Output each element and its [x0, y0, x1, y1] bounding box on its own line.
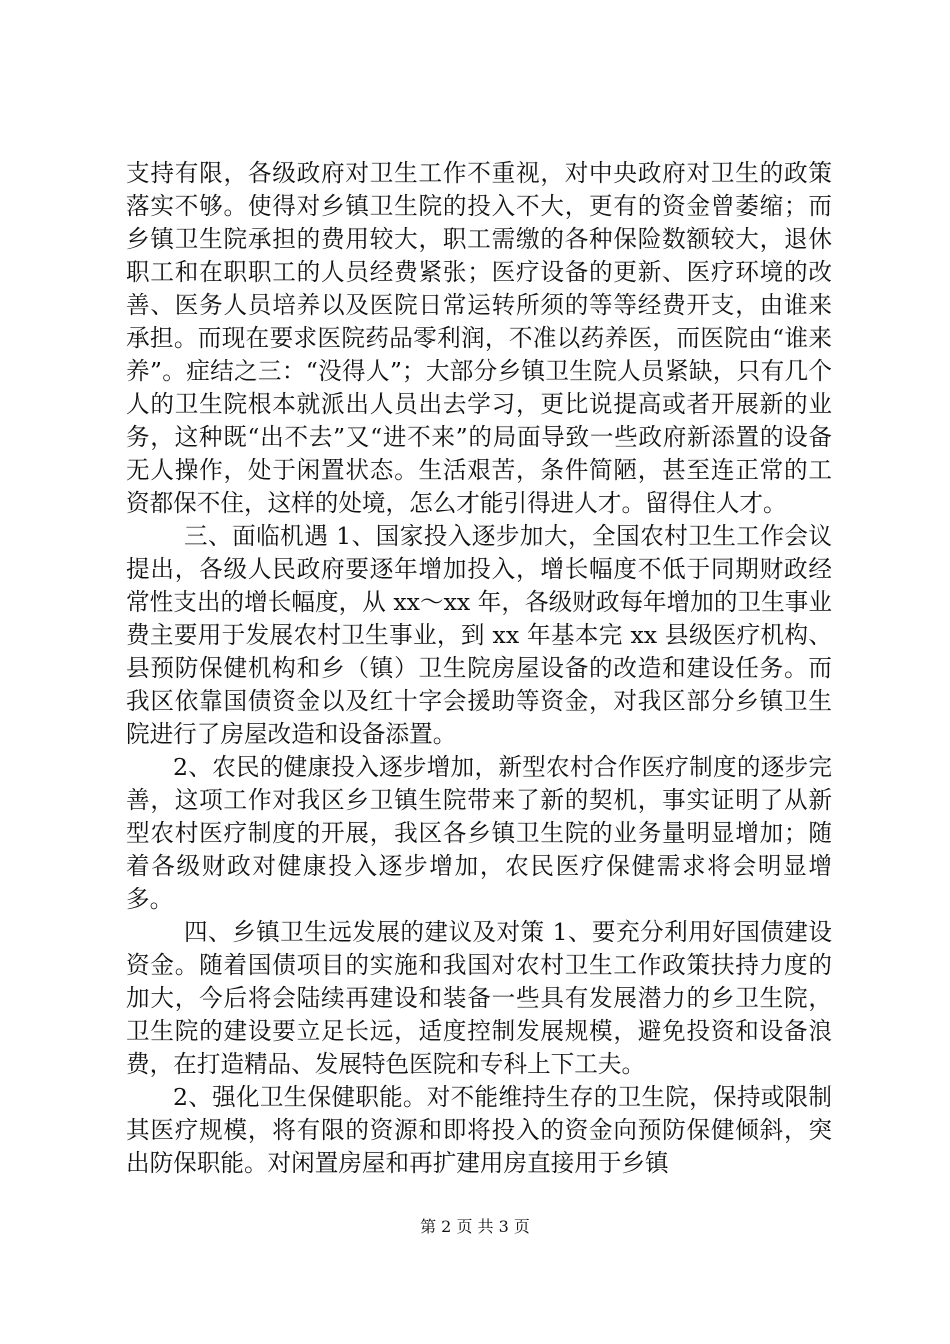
paragraph-suggestions: 四、乡镇卫生远发展的建议及对策 1、要充分利用好国债建设资金。随着国债项目的实施和我国对农村卫生工作政策扶持力度的加大，今后将会陆续再建设和装备一些具有发展潜力的乡卫生院，卫生院的建设要立足长远，适度控制发展规模，避免投资和设备浪费，在打造精品、发展特色医院和专科上下工夫。	[126, 918, 832, 1078]
paragraph-opportunities: 三、面临机遇 1、国家投入逐步加大，全国农村卫生工作会议提出，各级人民政府要逐年增加投入，增长幅度不低于同期财政经常性支出的增长幅度，从 xx～xx 年，各级财政每年增加的卫生事业费主要用于发展农村卫生事业，到 xx 年基本完 xx 县级医疗机构、县预防保健机构和乡（镇）卫生院房屋设备的改造和建设任务。而我区依靠国债资金以及红十字会援助等资金，对我区部分乡镇卫生院进行了房屋改造和设备添置。	[126, 522, 832, 748]
page-footer: 第 2 页 共 3 页	[420, 1217, 530, 1236]
paragraph-farmer-health-investment: 2、农民的健康投入逐步增加，新型农村合作医疗制度的逐步完善，这项工作对我区乡卫镇生院带来了新的契机，事实证明了从新型农村医疗制度的开展，我区各乡镇卫生院的业务量明显增加；随着各级财政对健康投入逐步增加，农民医疗保健需求将会明显增多。	[126, 753, 832, 913]
paragraph-funding-issues: 支持有限，各级政府对卫生工作不重视，对中央政府对卫生的政策落实不够。使得对乡镇卫生院的投入不大，更有的资金曾萎缩；而乡镇卫生院承担的费用较大，职工需缴的各种保险数额较大，退休职工和在职职工的人员经费紧张；医疗设备的更新、医疗环境的改善、医务人员培养以及医院日常运转所须的等等经费开支，由谁来承担。而现在要求医院药品零利润，不准以药养医，而医院由“谁来养”。症结之三：“没得人”；大部分乡镇卫生院人员紧缺，只有几个人的卫生院根本就派出人员出去学习，更比说提高或者开展新的业务，这种既“出不去”又“进不来”的局面导致一些政府新添置的设备无人操作，处于闲置状态。生活艰苦，条件简陋，甚至连正常的工资都保不住，这样的处境，怎么才能引得进人才。留得住人才。	[126, 159, 832, 517]
paragraph-health-care-function: 2、强化卫生保健职能。对不能维持生存的卫生院，保持或限制其医疗规模，将有限的资源和即将投入的资金向预防保健倾斜，突出防保职能。对闲置房屋和再扩建用房直接用于乡镇	[126, 1083, 832, 1177]
document-body	[126, 157, 832, 1180]
